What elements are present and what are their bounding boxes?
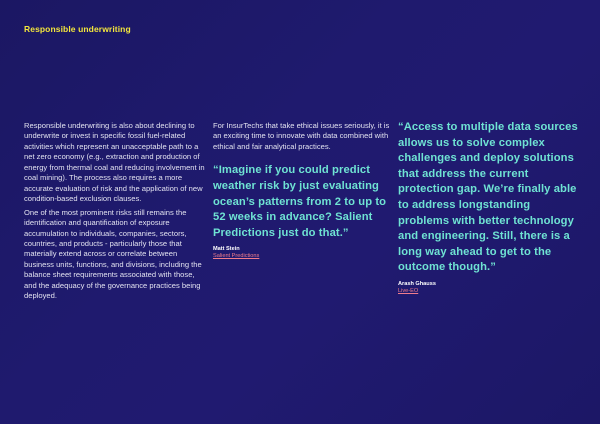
body-paragraph: For InsurTechs that take ethical issues seriously, it is an exciting time to innovate with data combined with ethical and fair analytical practices.	[213, 121, 390, 151]
body-paragraph: One of the most prominent risks still remains the identification and quantification of exposure accumulation to individuals, companies, sectors, countries, and products - particularly those that materially extend across or correlate between business units, functions, and divisions, including the balance sheet requirements associated with those, and the adequacy of the governance practices being deployed.	[24, 207, 202, 301]
quote-column-right	[398, 120, 578, 295]
quote-author: Matt Stein	[213, 246, 240, 253]
quote-author: Arash Ghauss	[398, 280, 436, 287]
section-title: Responsible underwriting	[24, 24, 131, 34]
body-paragraph: Responsible underwriting is also about declining to underwrite or invest in specific fossil fuel-related activities which represent an unacceptable path to a net zero economy (e.g., extraction and production of energy from thermal coal and reducing involvement in coal mining). The process also requires a more accurate evaluation of risk and the application of new condition-based exclusion clauses.	[24, 121, 205, 204]
body-column-middle	[213, 121, 391, 260]
pull-quote: “Access to multiple data sources allows us to solve complex challenges and deploy solutions that address the current protection gap. We’re finally able to address longstanding problems with better technology and engineering. Still, there is a long way ahead to get to the outcome though.”	[398, 121, 578, 274]
quote-company-link[interactable]: Live-EO	[398, 287, 419, 294]
pull-quote: “Imagine if you could predict weather risk by just evaluating ocean’s patterns from 2 to up to 52 weeks in advance? Salient Predictions just do that.”	[213, 164, 387, 239]
quote-company-link[interactable]: Salient Predictions	[213, 253, 260, 260]
body-column-left	[24, 121, 206, 305]
